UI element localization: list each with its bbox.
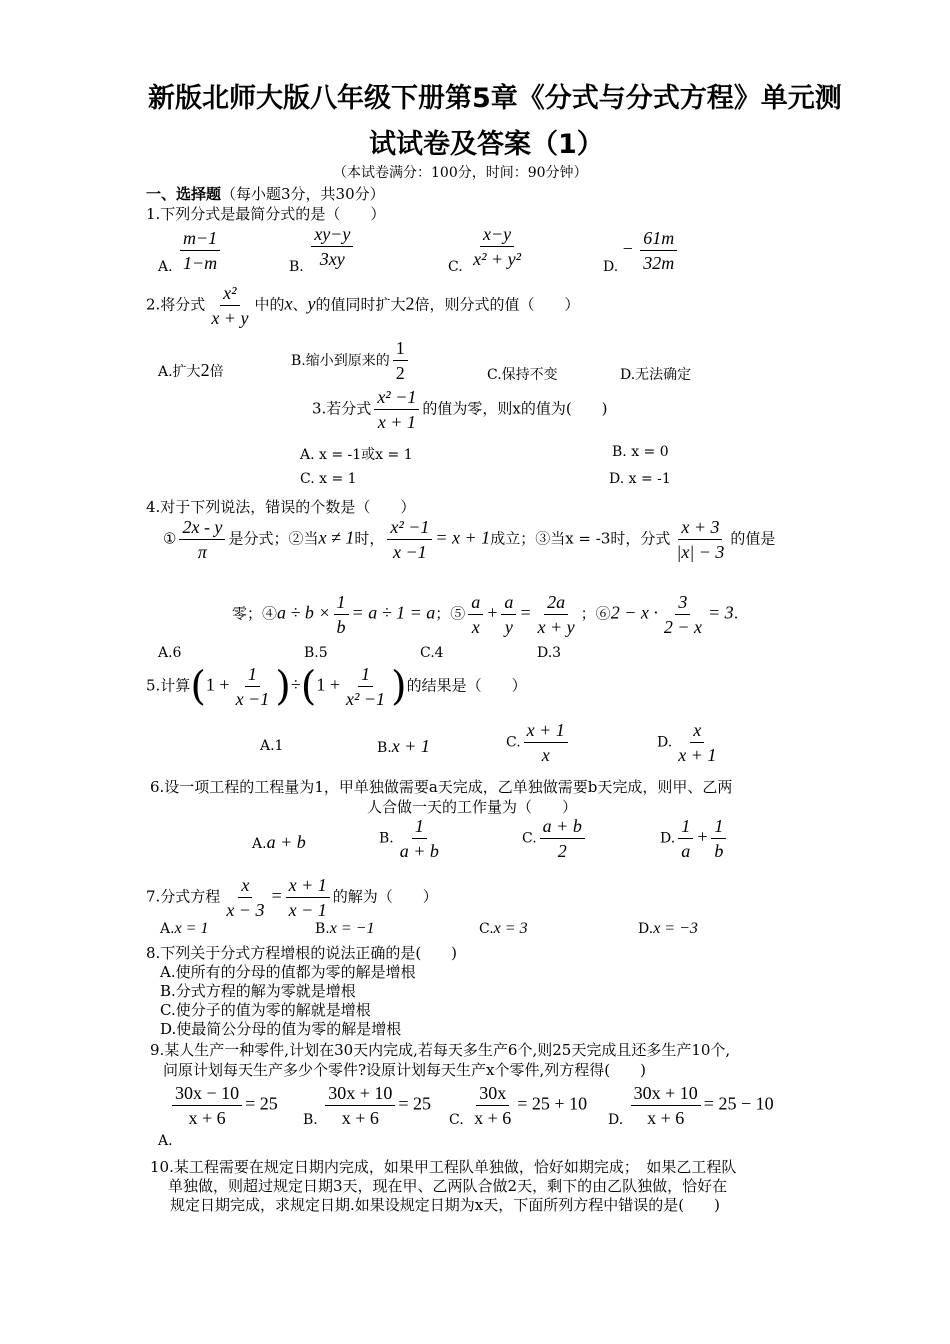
q4-items-line2: 零；④a ÷ b × $\frac{1}{b}$ = a ÷ 1 = a；⑤ $\frac{a}{x}$ + $\frac{a}{y}$ = $\frac{2a}{x + y}$ ；⑥2 − x · $\frac{3}{2 - x}$ = 3. [232, 592, 739, 637]
q2-option-a: A.扩大2倍 [158, 360, 224, 380]
q6-stem-line1: 6.设一项工程的工程量为1，甲单独做需要a天完成，乙单独做需要b天完成，则甲、乙两 [150, 778, 733, 796]
q4-stem: 4.对于下列说法，错误的个数是（ ） [146, 498, 416, 516]
q1-option-b: B. $\frac{xy-y}{3xy}$ [289, 222, 356, 271]
q4-option-b: B.5 [304, 645, 328, 661]
q7-option-c: C.x = 3 [479, 920, 528, 937]
q7-stem: 7.分式方程 $\frac{x}{x - 3}$ = $\frac{x + 1}{x - 1}$ 的解为（ ） [146, 875, 438, 920]
q1-stem: 1.下列分式是最简分式的是（ ） [146, 205, 386, 223]
q8-option-b: B.分式方程的解为零就是增根 [160, 982, 356, 1000]
q2-option-b: B.缩小到原来的 $\frac{1}{2}$ [291, 336, 411, 385]
q10-stem-line1: 10.某工程需要在规定日期内完成，如果甲工程队单独做，恰好如期完成； 如果乙工程队 [150, 1158, 737, 1176]
q10-stem-line2: 单独做，则超过规定日期3天，现在甲、乙两队合做2天，剩下的由乙队独做，恰好在 [168, 1177, 728, 1195]
q6-stem-line2: 人合做一天的工作量为（ ） [367, 798, 578, 816]
q6-option-d: D. $\frac{1}{a}$ + $\frac{1}{b}$ [660, 814, 729, 863]
section-note: （每小题3分，共30分） [221, 185, 385, 203]
q3-stem: 3.若分式 $\frac{\text{x² −1}}{x + 1}$ 的值为零，则x的值为( ) [312, 387, 608, 432]
q9-option-b: B. $\frac{30x + 10}{x + 6}$ = 25 [303, 1083, 432, 1128]
q6-option-a: A.a + b [252, 832, 306, 852]
q8-option-a: A.使所有的分母的值都为零的解是增根 [160, 963, 416, 981]
q3-option-b: B. x = 0 [612, 444, 669, 460]
q3-option-c: C. x = 1 [300, 471, 357, 487]
q9-option-c: C. $\frac{30x}{x + 6}$ = 25 + 10 [449, 1083, 588, 1128]
q4-items-line1: ① $\frac{2x - y}{\pi}$ 是分式；②当x ≠ 1时， $\frac{\text{x² −1}}{x -1}$ = x + 1成立；③当x = -3时，分式 $\frac{x + 3}{|x| - 3}$ 的值是 [163, 517, 776, 562]
q5-option-b: B.x + 1 [377, 736, 430, 756]
q2-option-c: C.保持不变 [487, 367, 558, 383]
q1-option-d: D. − $\frac{61m}{32m}$ [603, 226, 680, 275]
q5-option-d: D. $\frac{x}{x + 1}$ [657, 720, 717, 765]
page-title-line1: 新版北师大版八年级下册第5章《分式与分式方程》单元测 [148, 83, 842, 114]
page-title-line2: 试试卷及答案（1） [369, 129, 604, 160]
q9-stem-line2: 问原计划每天生产多少个零件?设原计划每天生产x个零件,列方程得( ) [163, 1061, 646, 1079]
q4-option-d: D.3 [537, 645, 562, 661]
section-heading [146, 183, 385, 204]
q8-option-c: C.使分子的值为零的解就是增根 [160, 1001, 371, 1019]
q7-option-b: B.x = −1 [315, 920, 375, 937]
q3-option-d: D. x = -1 [609, 471, 671, 487]
q10-stem-line3: 规定日期完成，求规定日期.如果设规定日期为x天，下面所列方程中错误的是( ) [170, 1196, 720, 1214]
q8-stem: 8.下列关于分式方程增根的说法正确的是( ) [146, 944, 458, 962]
q7-option-a: A.x = 1 [160, 920, 209, 937]
q5-option-c: C. $\frac{x + 1}{x}$ [506, 718, 571, 767]
q6-option-c: C. $\frac{a + b}{2}$ [522, 814, 588, 863]
section-name: 一、选择题 [146, 185, 222, 203]
q5-option-a: A.1 [260, 738, 284, 754]
q7-option-d: D.x = −3 [638, 920, 698, 937]
q9-stem-line1: 9.某人生产一种零件,计划在30天内完成,若每天多生产6个,则25天完成且还多生产10个, [150, 1041, 731, 1059]
q4-option-a: A.6 [158, 645, 182, 661]
q5-stem: 5.计算(1 + $\frac{1}{x -1}$ )÷(1 + $\frac{1}{\text{x² −1}}$ )的结果是（ ） [146, 663, 527, 710]
q2-stem: 2.将分式 $\frac{\text{x²}}{x + y}$ 中的x、y的值同时扩大2倍，则分式的值（ ） [146, 283, 580, 328]
q6-option-b: B. $\frac{1}{a + b}$ [379, 816, 439, 861]
q4-option-c: C.4 [420, 645, 444, 661]
subtitle: （本试卷满分：100分，时间：90分钟） [333, 165, 588, 181]
q3-option-a: A. x = -1或x = 1 [300, 447, 413, 463]
q8-option-d: D.使最简公分母的值为零的解是增根 [160, 1020, 402, 1038]
q9-option-a: A. $\frac{30x - 10}{x + 6}$ = 25 [158, 1083, 278, 1149]
q1-option-c: C. $\frac{x-y}{\text{x² + y²}}$ [448, 224, 522, 275]
q2-option-d: D.无法确定 [620, 367, 692, 383]
q9-option-d: D. $\frac{30x + 10}{x + 6}$ = 25 − 10 [608, 1083, 774, 1128]
q1-option-a: A. $\frac{m-1}{1-m}$ [158, 226, 223, 275]
